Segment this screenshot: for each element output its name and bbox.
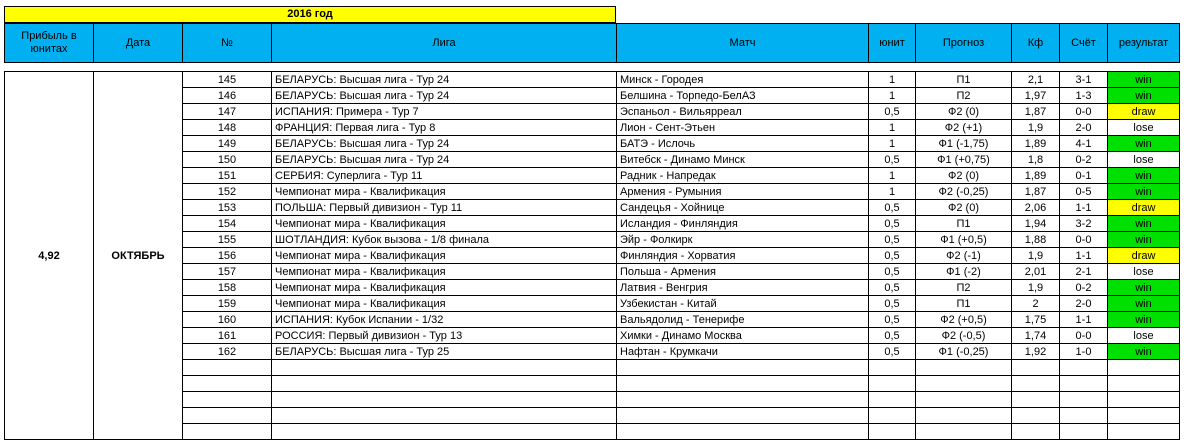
cell-forecast: Ф2 (0)	[916, 200, 1012, 216]
cell-odds: 1,88	[1012, 232, 1060, 248]
cell-score: 0-2	[1060, 152, 1108, 168]
cell-unit: 0,5	[869, 248, 916, 264]
cell-empty	[272, 376, 617, 392]
cell-empty	[1012, 360, 1060, 376]
cell-odds: 1,89	[1012, 136, 1060, 152]
cell-result: win	[1108, 280, 1180, 296]
cell-result: win	[1108, 168, 1180, 184]
cell-league: БЕЛАРУСЬ: Высшая лига - Тур 24	[272, 72, 617, 88]
cell-forecast: Ф1 (+0,5)	[916, 232, 1012, 248]
header-score: Счёт	[1060, 24, 1108, 63]
cell-result: lose	[1108, 264, 1180, 280]
cell-score: 4-1	[1060, 136, 1108, 152]
cell-empty	[869, 376, 916, 392]
cell-empty	[183, 408, 272, 424]
cell-empty	[869, 408, 916, 424]
cell-forecast: П1	[916, 216, 1012, 232]
cell-number: 150	[183, 152, 272, 168]
cell-league: БЕЛАРУСЬ: Высшая лига - Тур 24	[272, 152, 617, 168]
cell-odds: 1,9	[1012, 120, 1060, 136]
cell-forecast: Ф2 (-0,5)	[916, 328, 1012, 344]
cell-unit: 0,5	[869, 296, 916, 312]
cell-result: win	[1108, 136, 1180, 152]
header-league: Лига	[272, 24, 617, 63]
cell-score: 2-0	[1060, 120, 1108, 136]
cell-empty	[1108, 424, 1180, 440]
cell-empty	[1108, 376, 1180, 392]
cell-match: Вальядолид - Тенерифе	[617, 312, 869, 328]
cell-odds: 2,01	[1012, 264, 1060, 280]
cell-league: ШОТЛАНДИЯ: Кубок вызова - 1/8 финала	[272, 232, 617, 248]
cell-forecast: Ф2 (0)	[916, 168, 1012, 184]
cell-odds: 1,8	[1012, 152, 1060, 168]
cell-result: draw	[1108, 104, 1180, 120]
cell-forecast: Ф1 (-1,75)	[916, 136, 1012, 152]
cell-unit: 0,5	[869, 104, 916, 120]
cell-forecast: П2	[916, 88, 1012, 104]
cell-match: Сандецья - Хойнице	[617, 200, 869, 216]
cell-number: 153	[183, 200, 272, 216]
cell-unit: 0,5	[869, 328, 916, 344]
header-forecast: Прогноз	[916, 24, 1012, 63]
cell-empty	[916, 392, 1012, 408]
cell-number: 147	[183, 104, 272, 120]
cell-unit: 0,5	[869, 232, 916, 248]
cell-forecast: Ф2 (+1)	[916, 120, 1012, 136]
cell-league: БЕЛАРУСЬ: Высшая лига - Тур 24	[272, 88, 617, 104]
cell-match: Химки - Динамо Москва	[617, 328, 869, 344]
cell-match: Белшина - Торпедо-БелАЗ	[617, 88, 869, 104]
cell-unit: 1	[869, 168, 916, 184]
cell-empty	[183, 360, 272, 376]
cell-number: 158	[183, 280, 272, 296]
month-value: ОКТЯБРЬ	[94, 72, 183, 440]
cell-unit: 0,5	[869, 152, 916, 168]
cell-empty	[617, 360, 869, 376]
cell-empty	[916, 376, 1012, 392]
cell-number: 161	[183, 328, 272, 344]
cell-number: 155	[183, 232, 272, 248]
cell-score: 0-5	[1060, 184, 1108, 200]
header-date: Дата	[94, 24, 183, 63]
cell-league: ФРАНЦИЯ: Первая лига - Тур 8	[272, 120, 617, 136]
cell-forecast: Ф2 (0)	[916, 104, 1012, 120]
cell-match: Минск - Городея	[617, 72, 869, 88]
cell-league: ПОЛЬША: Первый дивизион - Тур 11	[272, 200, 617, 216]
cell-empty	[617, 392, 869, 408]
cell-league: СЕРБИЯ: Суперлига - Тур 11	[272, 168, 617, 184]
cell-unit: 0,5	[869, 216, 916, 232]
cell-odds: 2	[1012, 296, 1060, 312]
cell-number: 149	[183, 136, 272, 152]
cell-empty	[183, 392, 272, 408]
cell-score: 1-3	[1060, 88, 1108, 104]
cell-odds: 1,92	[1012, 344, 1060, 360]
cell-empty	[617, 408, 869, 424]
cell-result: win	[1108, 344, 1180, 360]
cell-empty	[272, 392, 617, 408]
cell-match: Армения - Румыния	[617, 184, 869, 200]
cell-result: lose	[1108, 328, 1180, 344]
header-row	[4, 23, 1180, 63]
cell-number: 146	[183, 88, 272, 104]
cell-league: РОССИЯ: Первый дивизион - Тур 13	[272, 328, 617, 344]
cell-empty	[916, 408, 1012, 424]
year-label: 2016 год	[4, 6, 616, 23]
bets-table	[4, 71, 1180, 440]
cell-result: lose	[1108, 152, 1180, 168]
cell-league: ИСПАНИЯ: Кубок Испании - 1/32	[272, 312, 617, 328]
cell-number: 162	[183, 344, 272, 360]
cell-forecast: Ф2 (-1)	[916, 248, 1012, 264]
cell-result: win	[1108, 232, 1180, 248]
cell-forecast: П1	[916, 296, 1012, 312]
cell-result: win	[1108, 88, 1180, 104]
cell-forecast: Ф2 (-0,25)	[916, 184, 1012, 200]
cell-empty	[183, 424, 272, 440]
cell-unit: 1	[869, 72, 916, 88]
cell-odds: 1,9	[1012, 280, 1060, 296]
cell-league: БЕЛАРУСЬ: Высшая лига - Тур 24	[272, 136, 617, 152]
cell-league: Чемпионат мира - Квалификация	[272, 264, 617, 280]
cell-match: Польша - Армения	[617, 264, 869, 280]
cell-result: lose	[1108, 120, 1180, 136]
cell-forecast: П2	[916, 280, 1012, 296]
cell-empty	[1060, 424, 1108, 440]
cell-result: win	[1108, 216, 1180, 232]
cell-match: Узбекистан - Китай	[617, 296, 869, 312]
cell-league: Чемпионат мира - Квалификация	[272, 248, 617, 264]
cell-match: Исландия - Финляндия	[617, 216, 869, 232]
cell-unit: 1	[869, 184, 916, 200]
header-unit: юнит	[869, 24, 916, 63]
cell-empty	[1012, 408, 1060, 424]
cell-unit: 0,5	[869, 280, 916, 296]
cell-score: 2-1	[1060, 264, 1108, 280]
header-match: Матч	[617, 24, 869, 63]
cell-score: 1-1	[1060, 248, 1108, 264]
cell-number: 157	[183, 264, 272, 280]
cell-odds: 1,97	[1012, 88, 1060, 104]
cell-score: 3-2	[1060, 216, 1108, 232]
cell-number: 148	[183, 120, 272, 136]
cell-league: Чемпионат мира - Квалификация	[272, 184, 617, 200]
header-number: №	[183, 24, 272, 63]
cell-unit: 0,5	[869, 264, 916, 280]
cell-match: БАТЭ - Ислочь	[617, 136, 869, 152]
cell-result: win	[1108, 312, 1180, 328]
cell-league: Чемпионат мира - Квалификация	[272, 280, 617, 296]
cell-league: Чемпионат мира - Квалификация	[272, 216, 617, 232]
cell-score: 1-1	[1060, 312, 1108, 328]
cell-score: 0-1	[1060, 168, 1108, 184]
cell-empty	[916, 424, 1012, 440]
cell-odds: 1,87	[1012, 104, 1060, 120]
cell-result: win	[1108, 72, 1180, 88]
cell-forecast: П1	[916, 72, 1012, 88]
cell-empty	[272, 360, 617, 376]
cell-score: 1-0	[1060, 344, 1108, 360]
cell-score: 0-0	[1060, 104, 1108, 120]
profit-value: 4,92	[5, 72, 94, 440]
cell-result: win	[1108, 296, 1180, 312]
cell-odds: 2,1	[1012, 72, 1060, 88]
cell-odds: 1,89	[1012, 168, 1060, 184]
cell-odds: 1,87	[1012, 184, 1060, 200]
cell-odds: 1,75	[1012, 312, 1060, 328]
cell-empty	[1012, 424, 1060, 440]
cell-score: 0-0	[1060, 232, 1108, 248]
cell-empty	[916, 360, 1012, 376]
cell-empty	[1012, 392, 1060, 408]
cell-empty	[869, 360, 916, 376]
cell-unit: 1	[869, 136, 916, 152]
cell-empty	[183, 376, 272, 392]
cell-score: 0-2	[1060, 280, 1108, 296]
cell-league: Чемпионат мира - Квалификация	[272, 296, 617, 312]
cell-match: Витебск - Динамо Минск	[617, 152, 869, 168]
cell-empty	[1060, 392, 1108, 408]
cell-empty	[1108, 408, 1180, 424]
cell-empty	[617, 424, 869, 440]
cell-match: Эспаньол - Вильярреал	[617, 104, 869, 120]
cell-empty	[272, 408, 617, 424]
cell-empty	[869, 392, 916, 408]
cell-result: win	[1108, 184, 1180, 200]
cell-unit: 1	[869, 88, 916, 104]
cell-score: 2-0	[1060, 296, 1108, 312]
header-profit: Прибыль в юнитах	[5, 24, 94, 63]
cell-match: Латвия - Венгрия	[617, 280, 869, 296]
cell-score: 1-1	[1060, 200, 1108, 216]
cell-empty	[1108, 392, 1180, 408]
cell-unit: 0,5	[869, 312, 916, 328]
cell-odds: 2,06	[1012, 200, 1060, 216]
cell-odds: 1,74	[1012, 328, 1060, 344]
cell-empty	[869, 424, 916, 440]
cell-odds: 1,9	[1012, 248, 1060, 264]
cell-result: draw	[1108, 200, 1180, 216]
cell-number: 145	[183, 72, 272, 88]
cell-match: Финляндия - Хорватия	[617, 248, 869, 264]
cell-league: ИСПАНИЯ: Примера - Тур 7	[272, 104, 617, 120]
table-row	[5, 72, 1180, 88]
cell-number: 156	[183, 248, 272, 264]
cell-forecast: Ф1 (+0,75)	[916, 152, 1012, 168]
cell-number: 160	[183, 312, 272, 328]
cell-match: Лион - Сент-Этьен	[617, 120, 869, 136]
cell-empty	[272, 424, 617, 440]
cell-empty	[1060, 360, 1108, 376]
cell-number: 159	[183, 296, 272, 312]
cell-unit: 0,5	[869, 344, 916, 360]
cell-unit: 1	[869, 120, 916, 136]
cell-score: 3-1	[1060, 72, 1108, 88]
cell-forecast: Ф2 (+0,5)	[916, 312, 1012, 328]
cell-number: 154	[183, 216, 272, 232]
cell-empty	[1012, 376, 1060, 392]
header-odds: Кф	[1012, 24, 1060, 63]
cell-forecast: Ф1 (-2)	[916, 264, 1012, 280]
cell-empty	[1108, 360, 1180, 376]
cell-match: Нафтан - Крумкачи	[617, 344, 869, 360]
cell-empty	[617, 376, 869, 392]
cell-odds: 1,94	[1012, 216, 1060, 232]
cell-match: Эйр - Фолкирк	[617, 232, 869, 248]
cell-result: draw	[1108, 248, 1180, 264]
cell-empty	[1060, 376, 1108, 392]
cell-number: 151	[183, 168, 272, 184]
cell-forecast: Ф1 (-0,25)	[916, 344, 1012, 360]
cell-empty	[1060, 408, 1108, 424]
cell-score: 0-0	[1060, 328, 1108, 344]
cell-match: Радник - Напредак	[617, 168, 869, 184]
cell-number: 152	[183, 184, 272, 200]
cell-league: БЕЛАРУСЬ: Высшая лига - Тур 25	[272, 344, 617, 360]
header-result: результат	[1108, 24, 1180, 63]
cell-unit: 0,5	[869, 200, 916, 216]
